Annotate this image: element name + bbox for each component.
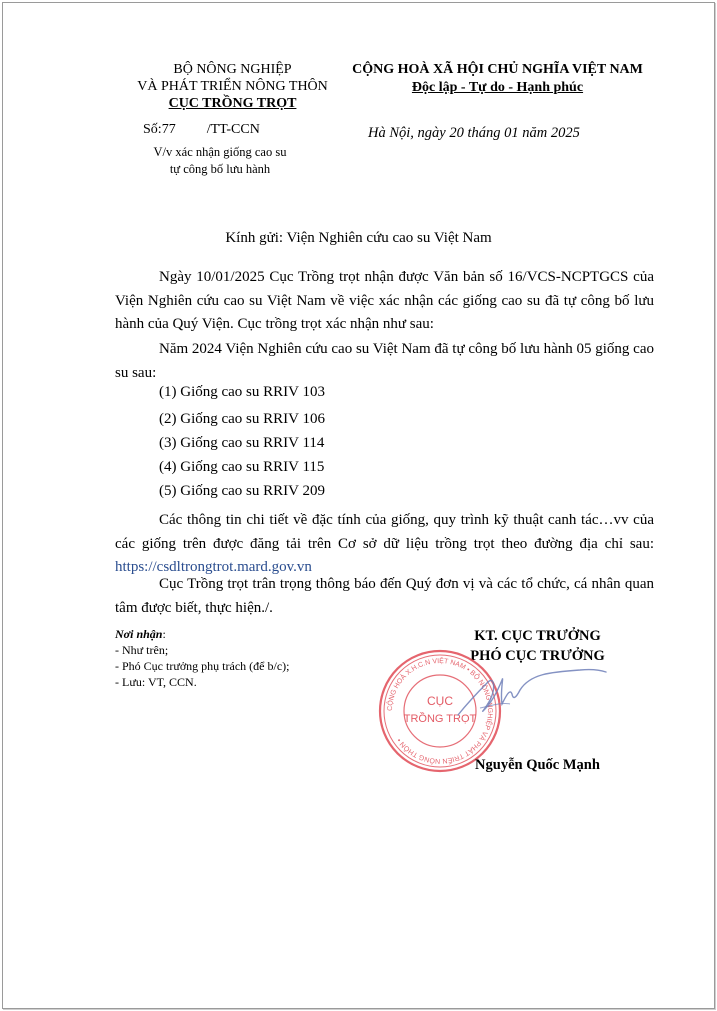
paragraph-3-text: Các thông tin chi tiết về đặc tính của giống, quy trình kỹ thuật canh tác…vv của các giống trên được đăng tải trên Cơ sở dữ liệu trồng trọt theo đường địa chỉ sau: bbox=[115, 512, 654, 552]
list-item: (4) Giống cao su RRIV 115 bbox=[159, 459, 325, 475]
receivers-title: Nơi nhận bbox=[115, 627, 163, 641]
doc-code: /TT-CCN bbox=[206, 122, 260, 137]
paragraph-2: Năm 2024 Viện Nghiên cứu cao su Việt Nam đã tự công bố lưu hành 05 giống cao su sau: bbox=[115, 341, 654, 381]
subject-block bbox=[135, 144, 305, 178]
subject-line2: tự công bố lưu hành bbox=[169, 162, 271, 176]
document-number bbox=[143, 122, 260, 138]
stamp-ring-text: CỘNG HOÀ X.H.C.N VIỆT NAM • BỘ NÔNG NGHIỆP VÀ PHÁT TRIỂN NÔNG THÔN • bbox=[386, 657, 494, 765]
page-border bbox=[2, 2, 715, 1009]
issuer-block bbox=[105, 61, 360, 112]
list-item: (2) Giống cao su RRIV 106 bbox=[159, 411, 325, 427]
signature-line1: KT. CỤC TRƯỞNG bbox=[474, 628, 601, 644]
recipient-line: Kính gửi: Viện Nghiên cứu cao su Việt Nam bbox=[225, 230, 492, 246]
issuing-unit: CỤC TRỒNG TRỌT bbox=[168, 96, 297, 111]
stamp-center-line2: TRỒNG TRỌT bbox=[403, 713, 477, 725]
paragraph-1: Ngày 10/01/2025 Cục Trồng trọt nhận được Văn bản số 16/VCS-NCPTGCS của Viện Nghiên cứu cao su Việt Nam về việc xác nhận các giống cao su đã tự công bố lưu hành của Quý Viện. Cục trồng trọt xác nhận như sau: bbox=[115, 269, 654, 332]
issue-date: Hà Nội, ngày 20 tháng 01 năm 2025 bbox=[368, 125, 580, 141]
receivers-colon: : bbox=[162, 627, 166, 641]
stamp-center-line1: CỤC bbox=[427, 694, 453, 708]
ministry-line1: BỘ NÔNG NGHIỆP bbox=[173, 62, 292, 77]
doc-no-value: 77 bbox=[161, 122, 176, 137]
receiver-item: - Phó Cục trưởng phụ trách (để b/c); bbox=[115, 659, 290, 673]
list-item: (3) Giống cao su RRIV 114 bbox=[159, 435, 325, 451]
receivers-block bbox=[115, 626, 289, 690]
list-item: (1) Giống cao su RRIV 103 bbox=[159, 384, 325, 400]
subject-line1: V/v xác nhận giống cao su bbox=[153, 145, 287, 159]
paragraph-3 bbox=[115, 509, 654, 580]
signature-line2: PHÓ CỤC TRƯỞNG bbox=[470, 648, 605, 664]
receiver-item: - Lưu: VT, CCN. bbox=[115, 675, 197, 689]
national-motto: Độc lập - Tự do - Hạnh phúc bbox=[411, 80, 584, 95]
national-header bbox=[330, 61, 665, 97]
receiver-item: - Như trên; bbox=[115, 643, 169, 657]
paragraph-4: Cục Trồng trọt trân trọng thông báo đến Quý đơn vị và các tổ chức, cá nhân quan tâm được biết, thực hiện./. bbox=[115, 576, 654, 616]
list-item: (5) Giống cao su RRIV 209 bbox=[159, 483, 325, 499]
country-name: CỘNG HOÀ XÃ HỘI CHỦ NGHĨA VIỆT NAM bbox=[352, 62, 643, 77]
doc-no-label: Số: bbox=[143, 122, 162, 137]
signer-name: Nguyễn Quốc Mạnh bbox=[475, 757, 600, 773]
database-link[interactable]: https://csdltrongtrot.mard.gov.vn bbox=[115, 559, 312, 575]
ministry-line2: VÀ PHÁT TRIỂN NÔNG THÔN bbox=[137, 79, 328, 94]
handwritten-signature bbox=[450, 660, 610, 730]
